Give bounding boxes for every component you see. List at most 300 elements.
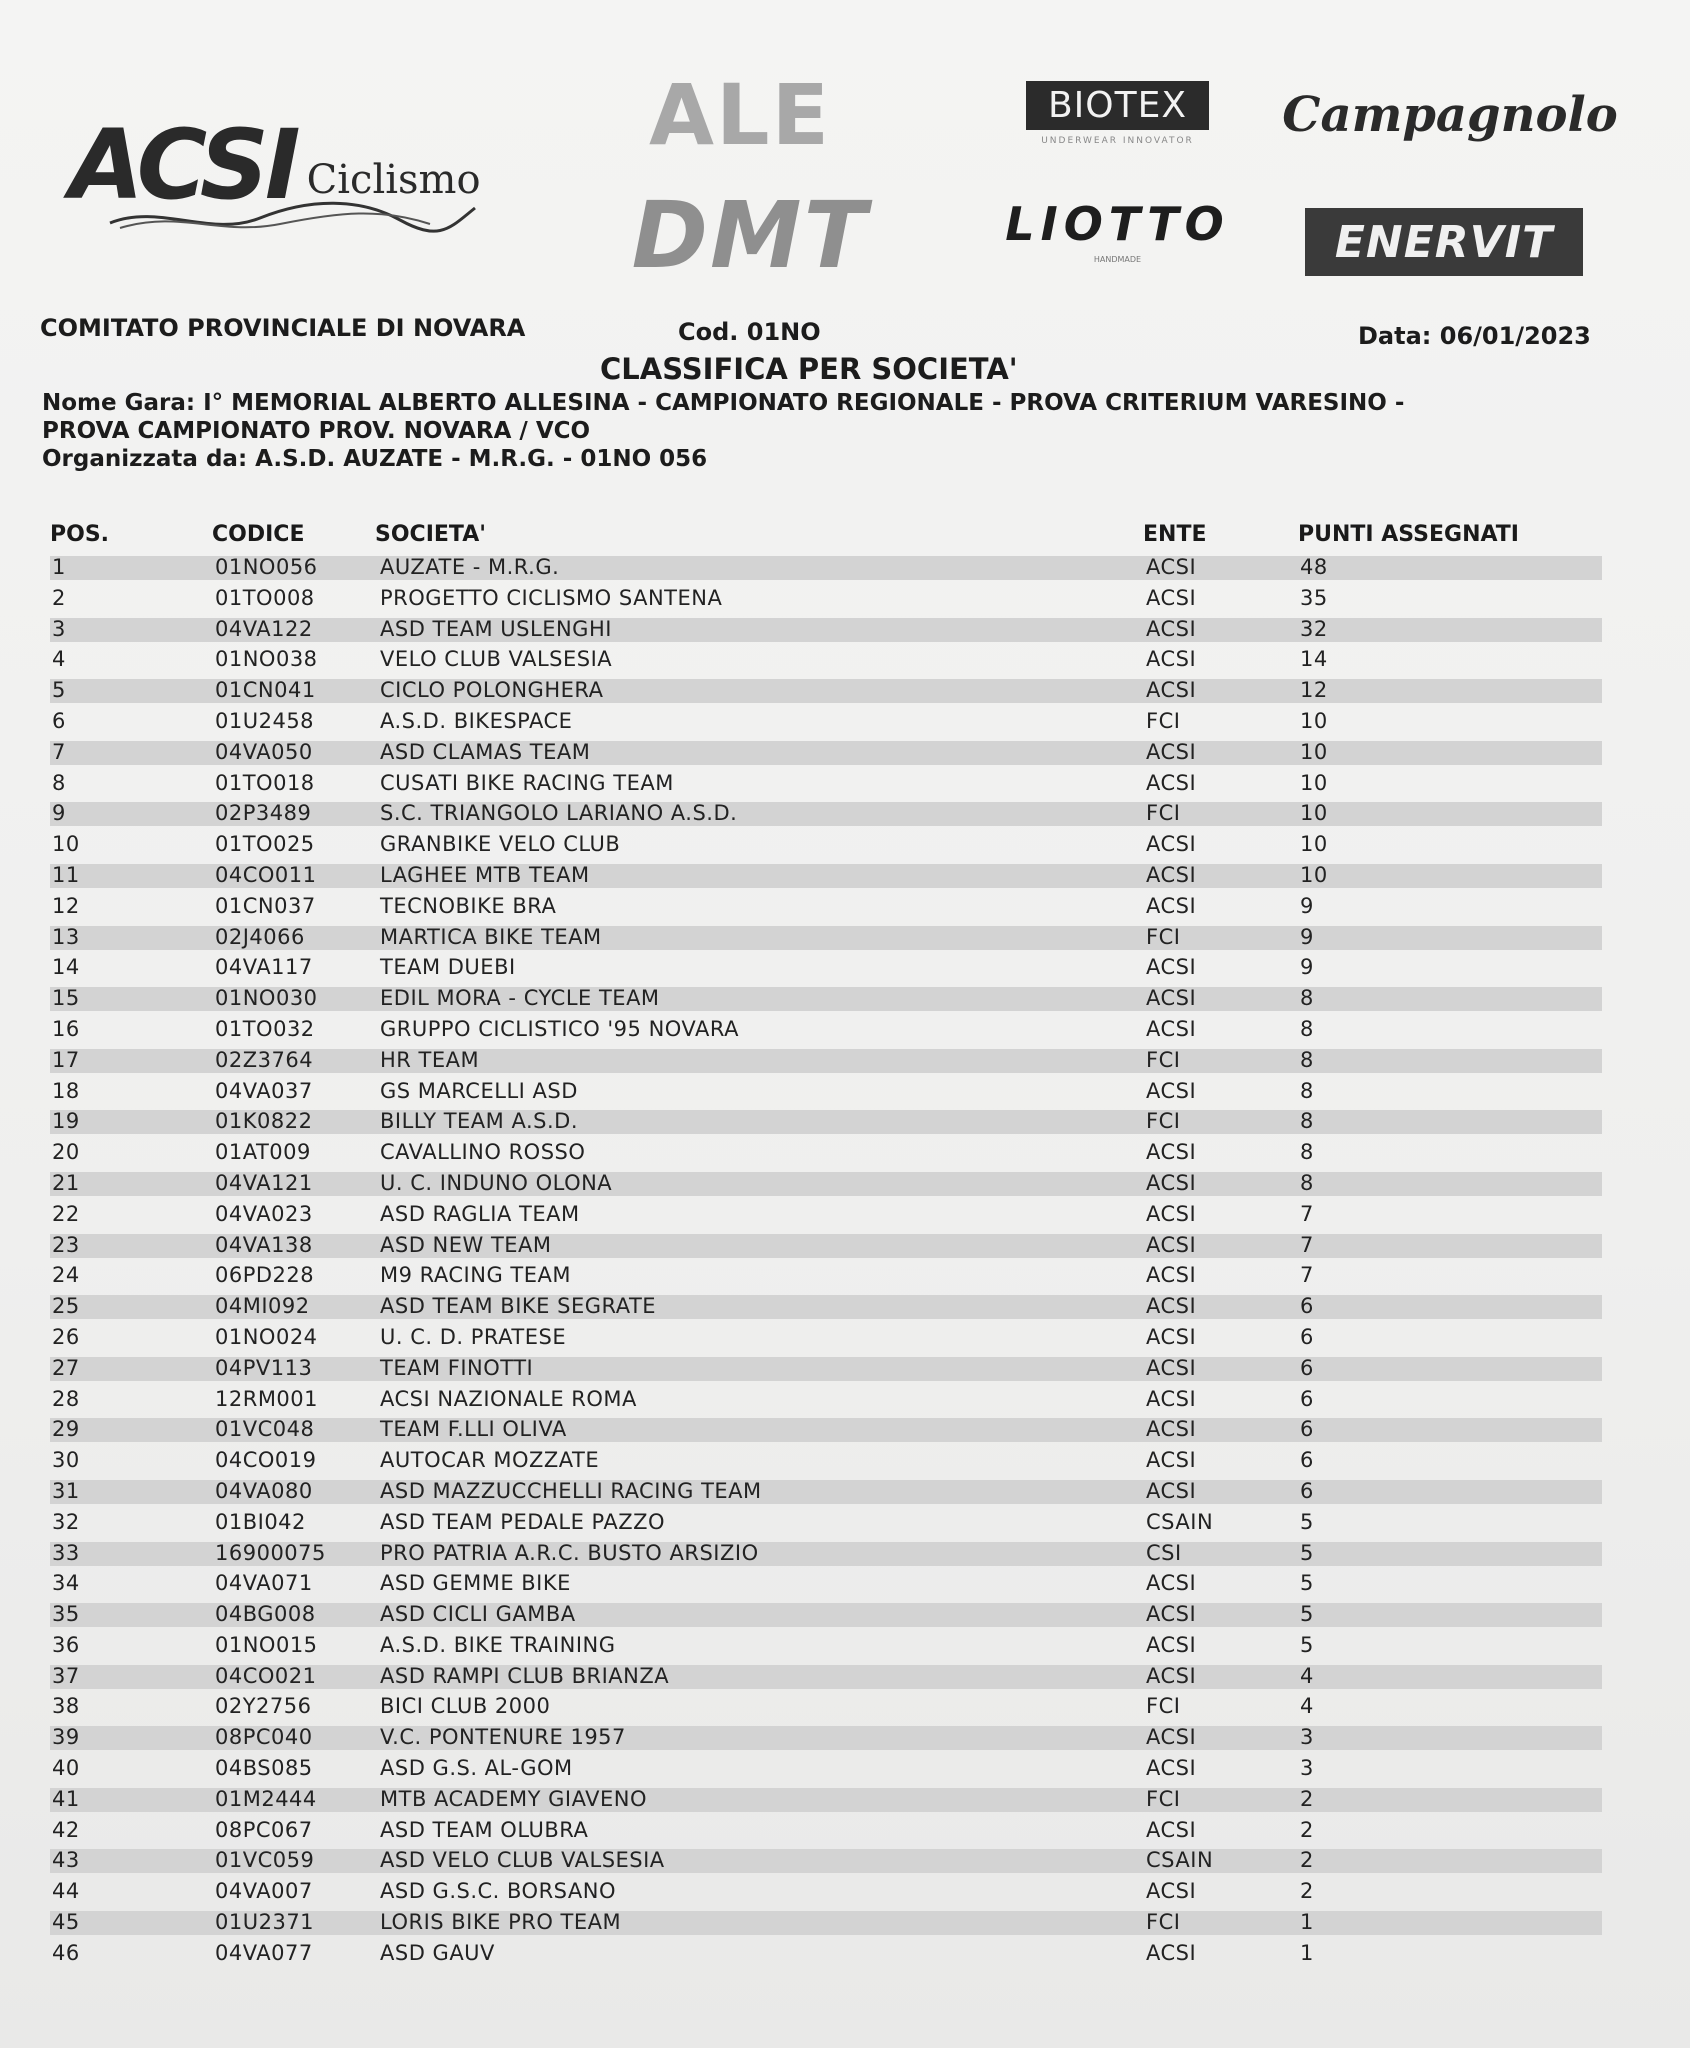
table-row [0,1354,1690,1385]
cell-codice: 01CN041 [215,678,316,703]
cell-punti: 8 [1300,1170,1314,1195]
cell-codice: 06PD228 [215,1263,315,1288]
cell-ente: ACSI [1146,1478,1197,1503]
cell-pos: 14 [52,955,80,980]
cell-societa: GRUPPO CICLISTICO '95 NOVARA [380,1016,739,1041]
cell-societa: VELO CLUB VALSESIA [380,647,613,672]
table-row [0,1816,1690,1847]
cell-pos: 1 [52,555,66,579]
cell-ente: ACSI [1146,1263,1197,1288]
cell-ente: ACSI [1146,585,1197,610]
cell-punti: 6 [1300,1417,1314,1442]
cell-societa: AUTOCAR MOZZATE [380,1448,600,1473]
cell-ente: ACSI [1146,1170,1197,1195]
cell-societa: EDIL MORA - CYCLE TEAM [380,986,660,1011]
cell-punti: 2 [1300,1848,1314,1873]
table-row [0,1292,1690,1323]
table-row [0,1477,1690,1508]
table-row [0,892,1690,923]
cell-punti: 8 [1300,1109,1314,1134]
cell-societa: ASD VELO CLUB VALSESIA [380,1848,665,1873]
cell-societa: CICLO POLONGHERA [380,678,604,703]
cell-codice: 02P3489 [215,801,312,826]
cell-punti: 10 [1300,832,1328,857]
cell-codice: 01TO008 [215,585,315,610]
column-header-punti: PUNTI ASSEGNATI [1298,522,1519,547]
cell-codice: 04VA122 [215,616,313,641]
cell-punti: 5 [1300,1571,1314,1596]
table-row [0,1785,1690,1816]
cell-ente: ACSI [1146,893,1197,918]
cell-ente: ACSI [1146,1632,1197,1657]
cell-punti: 6 [1300,1386,1314,1411]
dmt-logo: DMT [631,181,869,289]
cell-punti: 9 [1300,893,1314,918]
cell-punti: 7 [1300,1201,1314,1226]
cell-punti: 9 [1300,955,1314,980]
cell-societa: TEAM DUEBI [380,955,516,980]
column-header-codice: CODICE [212,522,305,547]
cell-societa: A.S.D. BIKE TRAINING [380,1632,616,1657]
cell-pos: 32 [52,1509,80,1534]
cell-ente: ACSI [1146,678,1197,703]
cell-punti: 2 [1300,1786,1314,1811]
cell-punti: 48 [1300,555,1328,579]
cell-societa: MARTICA BIKE TEAM [380,924,602,949]
cell-punti: 2 [1300,1879,1314,1904]
cell-ente: CSAIN [1146,1848,1214,1873]
cell-societa: U. C. D. PRATESE [380,1324,567,1349]
cell-pos: 30 [52,1448,80,1473]
cell-codice: 04VA023 [215,1201,313,1226]
cell-codice: 04VA121 [215,1170,313,1195]
cell-ente: ACSI [1146,1201,1197,1226]
cell-pos: 12 [52,893,80,918]
cell-punti: 35 [1300,585,1328,610]
cell-ente: FCI [1146,1109,1181,1134]
cell-punti: 8 [1300,1047,1314,1072]
cell-codice: 04VA050 [215,739,313,764]
cell-codice: 12RM001 [215,1386,319,1411]
cell-codice: 01U2458 [215,708,315,733]
cell-pos: 34 [52,1571,80,1596]
cell-societa: BILLY TEAM A.S.D. [380,1109,578,1134]
acsi-ciclismo-logo [60,90,490,240]
table-row [0,1877,1690,1908]
table-row [0,615,1690,646]
cell-punti: 6 [1300,1355,1314,1380]
cell-punti: 14 [1300,647,1328,672]
cell-codice: 01M2444 [215,1786,317,1811]
cell-ente: ACSI [1146,1602,1197,1627]
cell-punti: 32 [1300,616,1328,641]
cell-pos: 42 [52,1817,80,1842]
cell-pos: 28 [52,1386,80,1411]
cell-ente: ACSI [1146,955,1197,980]
cell-pos: 26 [52,1324,80,1349]
cell-ente: FCI [1146,1047,1181,1072]
cell-punti: 7 [1300,1263,1314,1288]
cell-societa: ASD G.S. AL-GOM [380,1756,573,1781]
table-row [0,1939,1690,1970]
table-row [0,1107,1690,1138]
cell-pos: 16 [52,1016,80,1041]
cell-ente: ACSI [1146,1140,1197,1165]
cell-codice: 04BG008 [215,1602,316,1627]
cell-societa: ACSI NAZIONALE ROMA [380,1386,637,1411]
cell-ente: ACSI [1146,1417,1197,1442]
cell-societa: GS MARCELLI ASD [380,1078,578,1103]
table-row [0,584,1690,615]
nome-gara-line-2: PROVA CAMPIONATO PROV. NOVARA / VCO [42,418,591,444]
cell-pos: 18 [52,1078,80,1103]
cell-ente: FCI [1146,801,1181,826]
cell-punti: 1 [1300,1940,1314,1965]
cell-codice: 02J4066 [215,924,305,949]
cell-societa: PROGETTO CICLISMO SANTENA [380,585,723,610]
table-row [0,1508,1690,1539]
liotto-logo-word: LIOTTO [1005,196,1230,251]
cell-punti: 7 [1300,1232,1314,1257]
cell-punti: 6 [1300,1324,1314,1349]
acsi-logo-sub: Ciclismo [306,157,481,203]
cell-codice: 01AT009 [215,1140,311,1165]
cell-pos: 17 [52,1047,80,1072]
cell-societa: ASD RAMPI CLUB BRIANZA [380,1663,670,1688]
cell-codice: 02Y2756 [215,1694,312,1719]
cell-societa: ASD TEAM OLUBRA [380,1817,589,1842]
cell-societa: AUZATE - M.R.G. [380,555,560,579]
table-row [0,707,1690,738]
cell-codice: 04CO019 [215,1448,317,1473]
cell-societa: M9 RACING TEAM [380,1263,571,1288]
cell-pos: 20 [52,1140,80,1165]
table-row [0,1231,1690,1262]
cell-codice: 04VA007 [215,1879,313,1904]
cell-societa: ASD TEAM PEDALE PAZZO [380,1509,666,1534]
cell-punti: 2 [1300,1817,1314,1842]
cell-codice: 01NO030 [215,986,318,1011]
cell-codice: 04VA077 [215,1940,313,1965]
cell-societa: ASD TEAM BIKE SEGRATE [380,1294,657,1319]
cell-societa: V.C. PONTENURE 1957 [380,1725,626,1750]
cell-ente: ACSI [1146,1571,1197,1596]
cell-ente: ACSI [1146,555,1197,579]
cell-societa: ASD CLAMAS TEAM [380,739,591,764]
liotto-logo-tag: HANDMADE [1093,254,1142,264]
cell-ente: ACSI [1146,862,1197,887]
cell-societa: MTB ACADEMY GIAVENO [380,1786,647,1811]
table-row [0,1415,1690,1446]
cell-ente: ACSI [1146,647,1197,672]
cell-pos: 13 [52,924,80,949]
cell-codice: 01VC059 [215,1848,315,1873]
cell-societa: CUSATI BIKE RACING TEAM [380,770,674,795]
cell-punti: 5 [1300,1540,1314,1565]
cell-societa: ASD G.S.C. BORSANO [380,1879,616,1904]
table-row [0,1261,1690,1292]
cell-ente: ACSI [1146,1294,1197,1319]
cell-pos: 24 [52,1263,80,1288]
acsi-swoosh-icon [100,198,480,238]
cell-codice: 04PV113 [215,1355,313,1380]
table-row [0,1631,1690,1662]
cell-pos: 37 [52,1663,80,1688]
cell-societa: A.S.D. BIKESPACE [380,708,573,733]
cell-pos: 10 [52,832,80,857]
comitato-heading: COMITATO PROVINCIALE DI NOVARA [40,314,526,342]
classifica-table [0,553,1690,1970]
cell-codice: 01NO015 [215,1632,318,1657]
cell-codice: 01TO032 [215,1016,315,1041]
cell-codice: 02Z3764 [215,1047,314,1072]
table-row [0,1600,1690,1631]
table-row [0,799,1690,830]
table-row [0,1723,1690,1754]
cell-punti: 8 [1300,1078,1314,1103]
cell-societa: PRO PATRIA A.R.C. BUSTO ARSIZIO [380,1540,759,1565]
table-row [0,861,1690,892]
acsi-logo-word: ACSI [69,109,297,221]
cell-ente: FCI [1146,1910,1181,1935]
cell-pos: 5 [52,678,66,703]
cell-codice: 01K0822 [215,1109,313,1134]
cell-pos: 3 [52,616,66,641]
cell-codice: 01CN037 [215,893,316,918]
biotex-logo [1015,78,1220,148]
cell-ente: ACSI [1146,1324,1197,1349]
column-header-societa: SOCIETA' [375,522,486,547]
cell-pos: 8 [52,770,66,795]
cell-punti: 6 [1300,1448,1314,1473]
cell-pos: 45 [52,1910,80,1935]
cell-punti: 10 [1300,862,1328,887]
cell-ente: ACSI [1146,1355,1197,1380]
cell-societa: GRANBIKE VELO CLUB [380,832,621,857]
cell-ente: CSAIN [1146,1509,1214,1534]
cell-pos: 6 [52,708,66,733]
cell-pos: 36 [52,1632,80,1657]
cell-ente: ACSI [1146,1663,1197,1688]
cell-pos: 31 [52,1478,80,1503]
cell-ente: ACSI [1146,739,1197,764]
table-row [0,676,1690,707]
table-row [0,1846,1690,1877]
cell-societa: CAVALLINO ROSSO [380,1140,586,1165]
cell-punti: 5 [1300,1632,1314,1657]
cell-codice: 01TO025 [215,832,315,857]
cell-codice: 01TO018 [215,770,315,795]
cell-pos: 19 [52,1109,80,1134]
cell-ente: ACSI [1146,770,1197,795]
cell-societa: LAGHEE MTB TEAM [380,862,590,887]
cell-codice: 01NO038 [215,647,318,672]
cell-societa: TEAM FINOTTI [380,1355,534,1380]
cell-pos: 25 [52,1294,80,1319]
table-row [0,1323,1690,1354]
cell-pos: 11 [52,862,80,887]
table-row [0,1569,1690,1600]
cell-pos: 27 [52,1355,80,1380]
biotex-logo-word: BIOTEX [1026,81,1209,130]
cell-societa: ASD GEMME BIKE [380,1571,571,1596]
cell-ente: ACSI [1146,1448,1197,1473]
cell-pos: 29 [52,1417,80,1442]
column-header-pos: POS. [50,522,110,547]
cell-codice: 01BI042 [215,1509,306,1534]
cell-societa: U. C. INDUNO OLONA [380,1170,613,1195]
cell-punti: 10 [1300,739,1328,764]
table-row [0,923,1690,954]
cell-pos: 23 [52,1232,80,1257]
table-row [0,984,1690,1015]
cell-pos: 2 [52,585,66,610]
table-row [0,1662,1690,1693]
cell-pos: 44 [52,1879,80,1904]
cell-societa: ASD MAZZUCCHELLI RACING TEAM [380,1478,762,1503]
table-row [0,1385,1690,1416]
cell-ente: ACSI [1146,1817,1197,1842]
cell-pos: 35 [52,1602,80,1627]
table-row [0,1754,1690,1785]
cell-codice: 04VA037 [215,1078,313,1103]
campagnolo-logo: Campagnolo [1282,87,1618,143]
cell-ente: ACSI [1146,1386,1197,1411]
cell-codice: 08PC067 [215,1817,313,1842]
table-row [0,1692,1690,1723]
cell-pos: 33 [52,1540,80,1565]
nome-gara-line-1: Nome Gara: I° MEMORIAL ALBERTO ALLESINA - CAMPIONATO REGIONALE - PROVA CRITERIUM VARESINO - [42,390,1405,416]
cell-societa: BICI CLUB 2000 [380,1694,551,1719]
table-row [0,769,1690,800]
table-row [0,1138,1690,1169]
table-row [0,1015,1690,1046]
cell-pos: 4 [52,647,66,672]
table-row [0,1908,1690,1939]
cell-punti: 12 [1300,678,1328,703]
cell-ente: ACSI [1146,1756,1197,1781]
page-title: CLASSIFICA PER SOCIETA' [600,352,1018,386]
cell-codice: 01VC048 [215,1417,315,1442]
cell-codice: 04VA080 [215,1478,313,1503]
codice-comitato: Cod. 01NO [678,318,821,346]
cell-pos: 15 [52,986,80,1011]
cell-ente: ACSI [1146,1232,1197,1257]
cell-societa: ASD TEAM USLENGHI [380,616,612,641]
cell-codice: 04BS085 [215,1756,313,1781]
organizzata-da: Organizzata da: A.S.D. AUZATE - M.R.G. - 01NO 056 [42,446,708,472]
cell-societa: TECNOBIKE BRA [380,893,557,918]
cell-codice: 08PC040 [215,1725,313,1750]
cell-ente: ACSI [1146,616,1197,641]
table-row [0,1077,1690,1108]
cell-punti: 5 [1300,1509,1314,1534]
table-row [0,1046,1690,1077]
cell-punti: 3 [1300,1725,1314,1750]
cell-pos: 46 [52,1940,80,1965]
ale-logo: ALE [649,66,831,164]
table-row [0,738,1690,769]
cell-ente: FCI [1146,1694,1181,1719]
table-row [0,953,1690,984]
cell-ente: ACSI [1146,1078,1197,1103]
cell-ente: FCI [1146,1786,1181,1811]
cell-punti: 10 [1300,801,1328,826]
cell-punti: 6 [1300,1294,1314,1319]
cell-ente: CSI [1146,1540,1182,1565]
cell-pos: 43 [52,1848,80,1873]
cell-ente: FCI [1146,924,1181,949]
cell-ente: FCI [1146,708,1181,733]
table-row [0,830,1690,861]
cell-punti: 4 [1300,1694,1314,1719]
cell-ente: ACSI [1146,986,1197,1011]
cell-punti: 8 [1300,1140,1314,1165]
cell-societa: HR TEAM [380,1047,480,1072]
cell-punti: 10 [1300,770,1328,795]
biotex-logo-tag: UNDERWEAR INNOVATOR [1041,135,1194,146]
cell-codice: 04VA138 [215,1232,313,1257]
cell-societa: ASD RAGLIA TEAM [380,1201,580,1226]
cell-pos: 22 [52,1201,80,1226]
sponsor-logos [0,0,1690,300]
cell-codice: 01NO056 [215,555,318,579]
cell-pos: 40 [52,1756,80,1781]
cell-societa: ASD CICLI GAMBA [380,1602,576,1627]
table-row [0,645,1690,676]
cell-punti: 6 [1300,1478,1314,1503]
column-header-ente: ENTE [1143,522,1207,547]
enervit-logo: ENERVIT [1305,208,1583,276]
cell-societa: LORIS BIKE PRO TEAM [380,1910,622,1935]
table-row [0,1446,1690,1477]
cell-punti: 4 [1300,1663,1314,1688]
table-header [0,522,1690,552]
cell-codice: 04VA071 [215,1571,313,1596]
cell-ente: ACSI [1146,1940,1197,1965]
cell-ente: ACSI [1146,832,1197,857]
cell-codice: 04CO021 [215,1663,317,1688]
cell-punti: 1 [1300,1910,1314,1935]
cell-codice: 16900075 [215,1540,326,1565]
cell-punti: 3 [1300,1756,1314,1781]
cell-societa: S.C. TRIANGOLO LARIANO A.S.D. [380,801,738,826]
cell-punti: 8 [1300,986,1314,1011]
table-row [0,1169,1690,1200]
cell-codice: 04CO011 [215,862,317,887]
cell-ente: ACSI [1146,1725,1197,1750]
cell-punti: 9 [1300,924,1314,949]
table-row [0,553,1690,584]
cell-codice: 01U2371 [215,1910,315,1935]
cell-pos: 38 [52,1694,80,1719]
cell-codice: 01NO024 [215,1324,318,1349]
cell-societa: ASD NEW TEAM [380,1232,552,1257]
table-row [0,1539,1690,1570]
cell-pos: 9 [52,801,66,826]
cell-punti: 10 [1300,708,1328,733]
document-date: Data: 06/01/2023 [1358,322,1591,350]
cell-societa: ASD GAUV [380,1940,495,1965]
cell-pos: 41 [52,1786,80,1811]
liotto-logo [975,190,1260,270]
cell-ente: ACSI [1146,1879,1197,1904]
cell-punti: 8 [1300,1016,1314,1041]
cell-codice: 04MI092 [215,1294,310,1319]
cell-pos: 7 [52,739,66,764]
cell-codice: 04VA117 [215,955,313,980]
cell-pos: 21 [52,1170,80,1195]
